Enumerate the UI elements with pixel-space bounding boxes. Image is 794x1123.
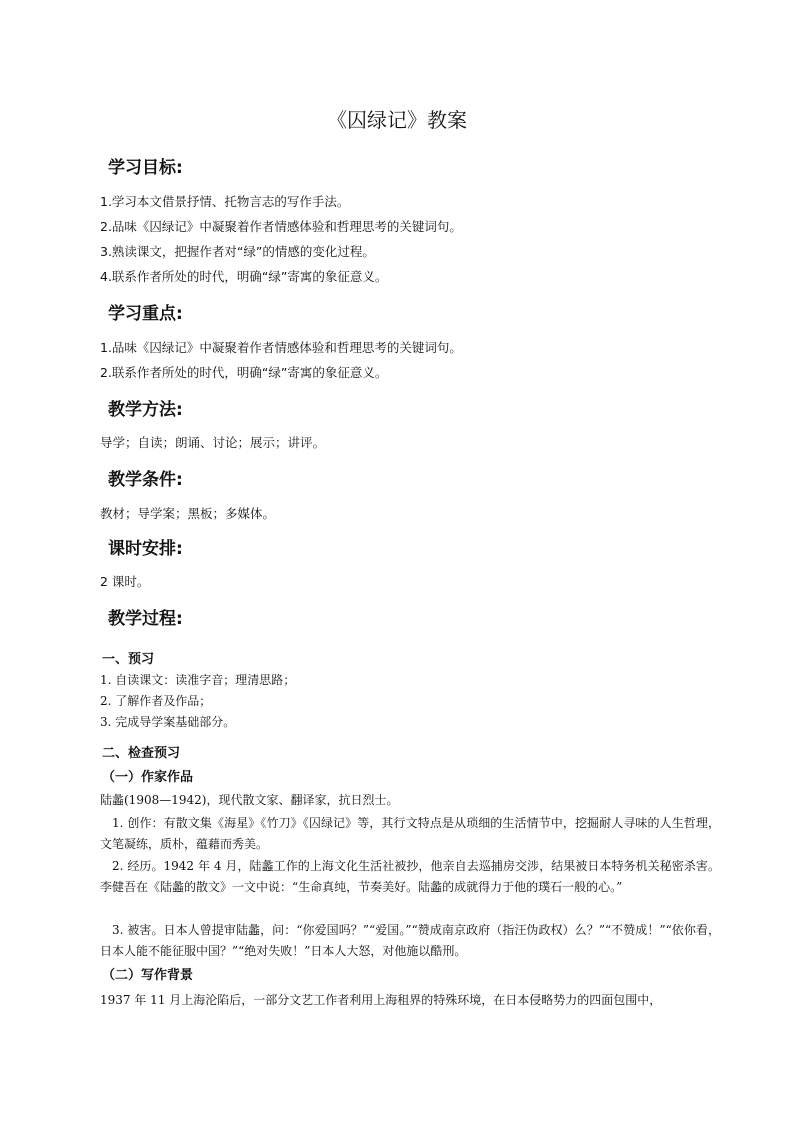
schedule-text: 2 课时。 [100, 574, 150, 589]
author-paragraph: 2. 经历。1942 年 4 月，陆蠡工作的上海文化生活社被抄，他亲自去巡捕房交涉，结果被日本特务机关秘密杀害。李健吾在《陆蠡的散文》一文中说：“生命真纯，节奏美好。陆蠡的成就得力于他的璞石一般的心。” [100, 859, 720, 894]
preview-heading: 一、预习 [102, 652, 155, 667]
background-text: 1937 年 11 月上海沦陷后，一部分文艺工作者利用上海租界的特殊环境，在日本侵略势力的四面包围中， [100, 993, 662, 1007]
heading-focus: 学习重点: [108, 304, 183, 324]
focus-item: 1.品味《囚绿记》中凝聚着作者情感体验和哲理思考的关键词句。 [100, 340, 462, 355]
author-paragraph: 1. 创作：有散文集《海星》《竹刀》《囚绿记》等，其行文特点是从琐细的生活情节中，挖掘耐人寻味的人生哲理，文笔凝练，质朴，蕴藉而秀美。 [100, 816, 720, 851]
heading-process: 教学过程: [108, 609, 183, 629]
document-title: 《囚绿记》教案 [327, 108, 467, 132]
preview-item: 2. 了解作者及作品； [100, 694, 212, 708]
check-heading: 二、检查预习 [102, 746, 181, 761]
heading-schedule: 课时安排: [108, 539, 183, 559]
heading-conditions: 教学条件: [108, 470, 183, 490]
goal-item: 2.品味《囚绿记》中凝聚着作者情感体验和哲理思考的关键词句。 [100, 219, 462, 234]
preview-item: 3. 完成导学案基础部分。 [100, 715, 236, 729]
heading-method: 教学方法: [108, 400, 183, 420]
focus-item: 2.联系作者所处的时代，明确“绿”寄寓的象征意义。 [100, 365, 388, 380]
method-text: 导学；自读；朗诵、讨论；展示；讲评。 [100, 435, 326, 450]
preview-item: 1. 自读课文：读准字音；理清思路； [100, 673, 296, 687]
conditions-text: 教材；导学案；黑板；多媒体。 [100, 506, 276, 521]
goal-item: 4.联系作者所处的时代，明确“绿”寄寓的象征意义。 [100, 269, 388, 284]
goal-item: 3.熟读课文，把握作者对“绿”的情感的变化过程。 [100, 244, 375, 259]
heading-goals: 学习目标: [108, 158, 183, 178]
author-heading: （一）作家作品 [102, 770, 194, 785]
background-heading: （二）写作背景 [102, 968, 194, 983]
goal-item: 1.学习本文借景抒情、托物言志的写作手法。 [100, 194, 350, 209]
author-intro: 陆蠡(1908—1942)，现代散文家、翻译家，抗日烈士。 [100, 793, 399, 807]
author-paragraph: 3. 被害。日本人曾提审陆蠡，问：“你爱国吗？”“爱国。”“赞成南京政府（指汪伪政权）么？”“不赞成！”“依你看，日本人能不能征服中国？”“绝对失败！”日本人大怒，对他施以酷刑。 [100, 923, 720, 958]
